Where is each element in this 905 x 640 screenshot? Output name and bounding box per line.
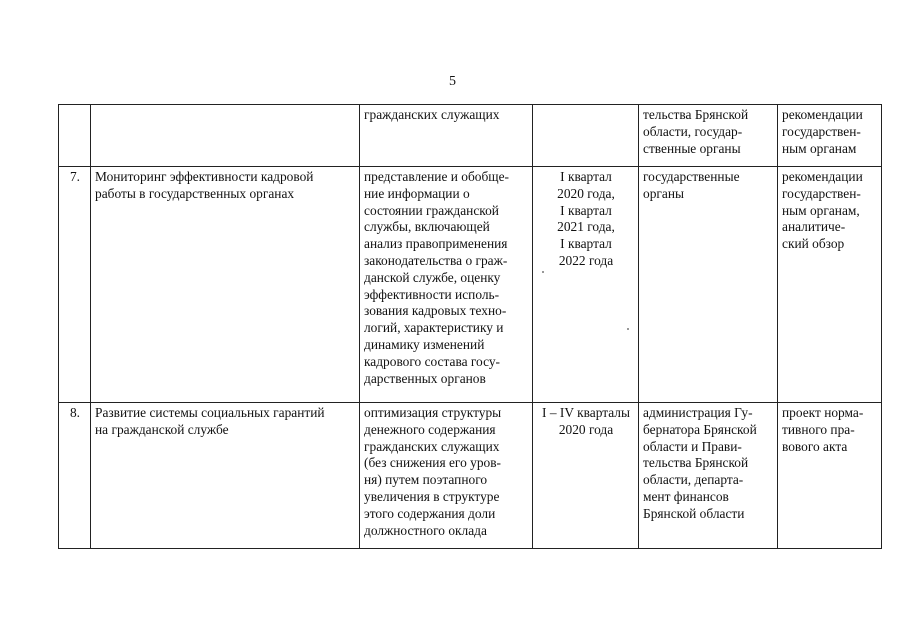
result-cell: проект норма- тивного пра- вового акта [778,403,882,549]
activity-content-cell: представление и обобще- ние информации о состоянии гражданской службы, включающей анализ правоприменения законодательства о граж- данской службе, оценку эффективности исполь- зования кадровых техно- логий, характеристику и динамику изменений кадрового состава госу- дарственных органов [360,167,533,403]
activity-title-cell: Мониторинг эффективности кадровой работы в государственных органах [91,167,360,403]
row-number-cell: 7. [59,167,91,403]
term-cell: I – IV кварталы 2020 года [533,403,639,549]
table-row [59,403,882,549]
table-row [59,167,882,403]
activity-title-cell: Развитие системы социальных гарантий на гражданской службе [91,403,360,549]
term-cell: I квартал 2020 года, I квартал 2021 года, I квартал 2022 года [533,167,639,403]
result-cell: рекомендации государствен- ным органам [778,105,882,167]
term-cell [533,105,639,167]
plan-table-body [59,105,882,549]
scan-speck [542,271,544,273]
executor-cell: администрация Гу- бернатора Брянской области и Прави- тельства Брянской области, департа- мент финансов Брянской области [639,403,778,549]
plan-table [58,104,882,549]
row-number-cell: 8. [59,403,91,549]
executor-cell: тельства Брянской области, государ- ственные органы [639,105,778,167]
row-number-cell [59,105,91,167]
activity-title-cell [91,105,360,167]
scan-speck [627,328,629,330]
result-cell: рекомендации государствен- ным органам, аналитиче- ский обзор [778,167,882,403]
activity-content-cell: гражданских служащих [360,105,533,167]
executor-cell: государственные органы [639,167,778,403]
page-number: 5 [449,74,456,89]
table-row [59,105,882,167]
activity-content-cell: оптимизация структуры денежного содержания гражданских служащих (без снижения его уров- ня) путем поэтапного увеличения в структуре этого содержания доли должностного оклада [360,403,533,549]
